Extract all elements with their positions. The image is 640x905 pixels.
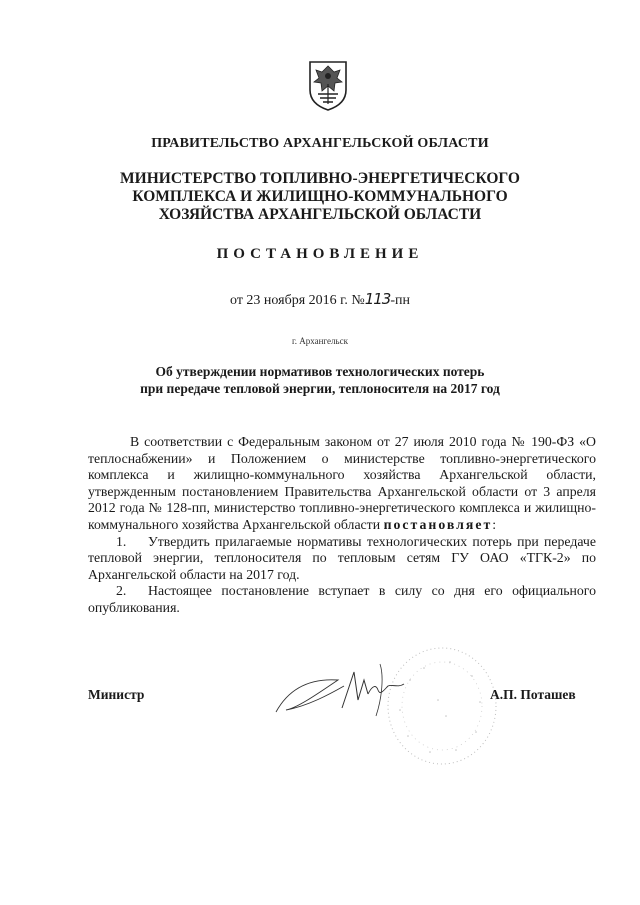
preamble-paragraph bbox=[88, 434, 596, 534]
ministry-name bbox=[0, 170, 640, 224]
government-header: ПРАВИТЕЛЬСТВО АРХАНГЕЛЬСКОЙ ОБЛАСТИ bbox=[151, 136, 489, 151]
subject-line: Об утверждении нормативов технологических потерь bbox=[155, 364, 485, 379]
coat-of-arms-emblem bbox=[306, 58, 350, 112]
decree-word: постановляет bbox=[383, 516, 493, 532]
decree-colon: : bbox=[492, 516, 497, 532]
item-number: 2. bbox=[116, 583, 127, 599]
number-suffix: -пн bbox=[390, 293, 410, 308]
date-and-number bbox=[0, 290, 640, 309]
list-item bbox=[88, 534, 596, 584]
preamble-text: В соответствии с Федеральным законом от 27 июля 2010 года № 190-ФЗ «О теплоснабжении» и Положением о министерстве топливно-энергетического комплекса и жилищно-коммунального хозяйства Архангельской области, утвержденным постановлением Правительства Архангельской области от 3 апреля 2012 года № 128-пп, министерство топливно-энергетического комплекса и жилищно-коммунального хозяйства Архангельской области bbox=[88, 434, 596, 532]
item-text: Утвердить прилагаемые нормативы технологических потерь при передаче тепловой энергии, теплоносителя по тепловым сетям ГУ ОАО «ТГК-2» по Архангельской области на 2017 год. bbox=[88, 533, 596, 582]
subject-line: при передаче тепловой энергии, теплоносителя на 2017 год bbox=[140, 381, 500, 396]
signatory-title: Министр bbox=[88, 687, 145, 702]
date-prefix: от 23 ноября 2016 г. № bbox=[230, 293, 365, 308]
list-item bbox=[88, 583, 596, 616]
item-text: Настоящее постановление вступает в силу со дня его официального опубликования. bbox=[88, 583, 596, 615]
ministry-line: ХОЗЯЙСТВА АРХАНГЕЛЬСКОЙ ОБЛАСТИ bbox=[158, 206, 482, 223]
ministry-line: КОМПЛЕКСА И ЖИЛИЩНО-КОММУНАЛЬНОГО bbox=[132, 188, 508, 205]
city: г. Архангельск bbox=[292, 336, 348, 346]
document-body bbox=[88, 434, 596, 617]
handwritten-signature bbox=[268, 650, 418, 730]
document-subject bbox=[0, 363, 640, 397]
document-type: ПОСТАНОВЛЕНИЕ bbox=[216, 246, 424, 262]
ministry-line: МИНИСТЕРСТВО ТОПЛИВНО-ЭНЕРГЕТИЧЕСКОГО bbox=[120, 170, 520, 187]
handwritten-number: 113 bbox=[364, 290, 391, 308]
item-number: 1. bbox=[116, 533, 127, 549]
signatory-name: А.П. Поташев bbox=[490, 687, 576, 702]
